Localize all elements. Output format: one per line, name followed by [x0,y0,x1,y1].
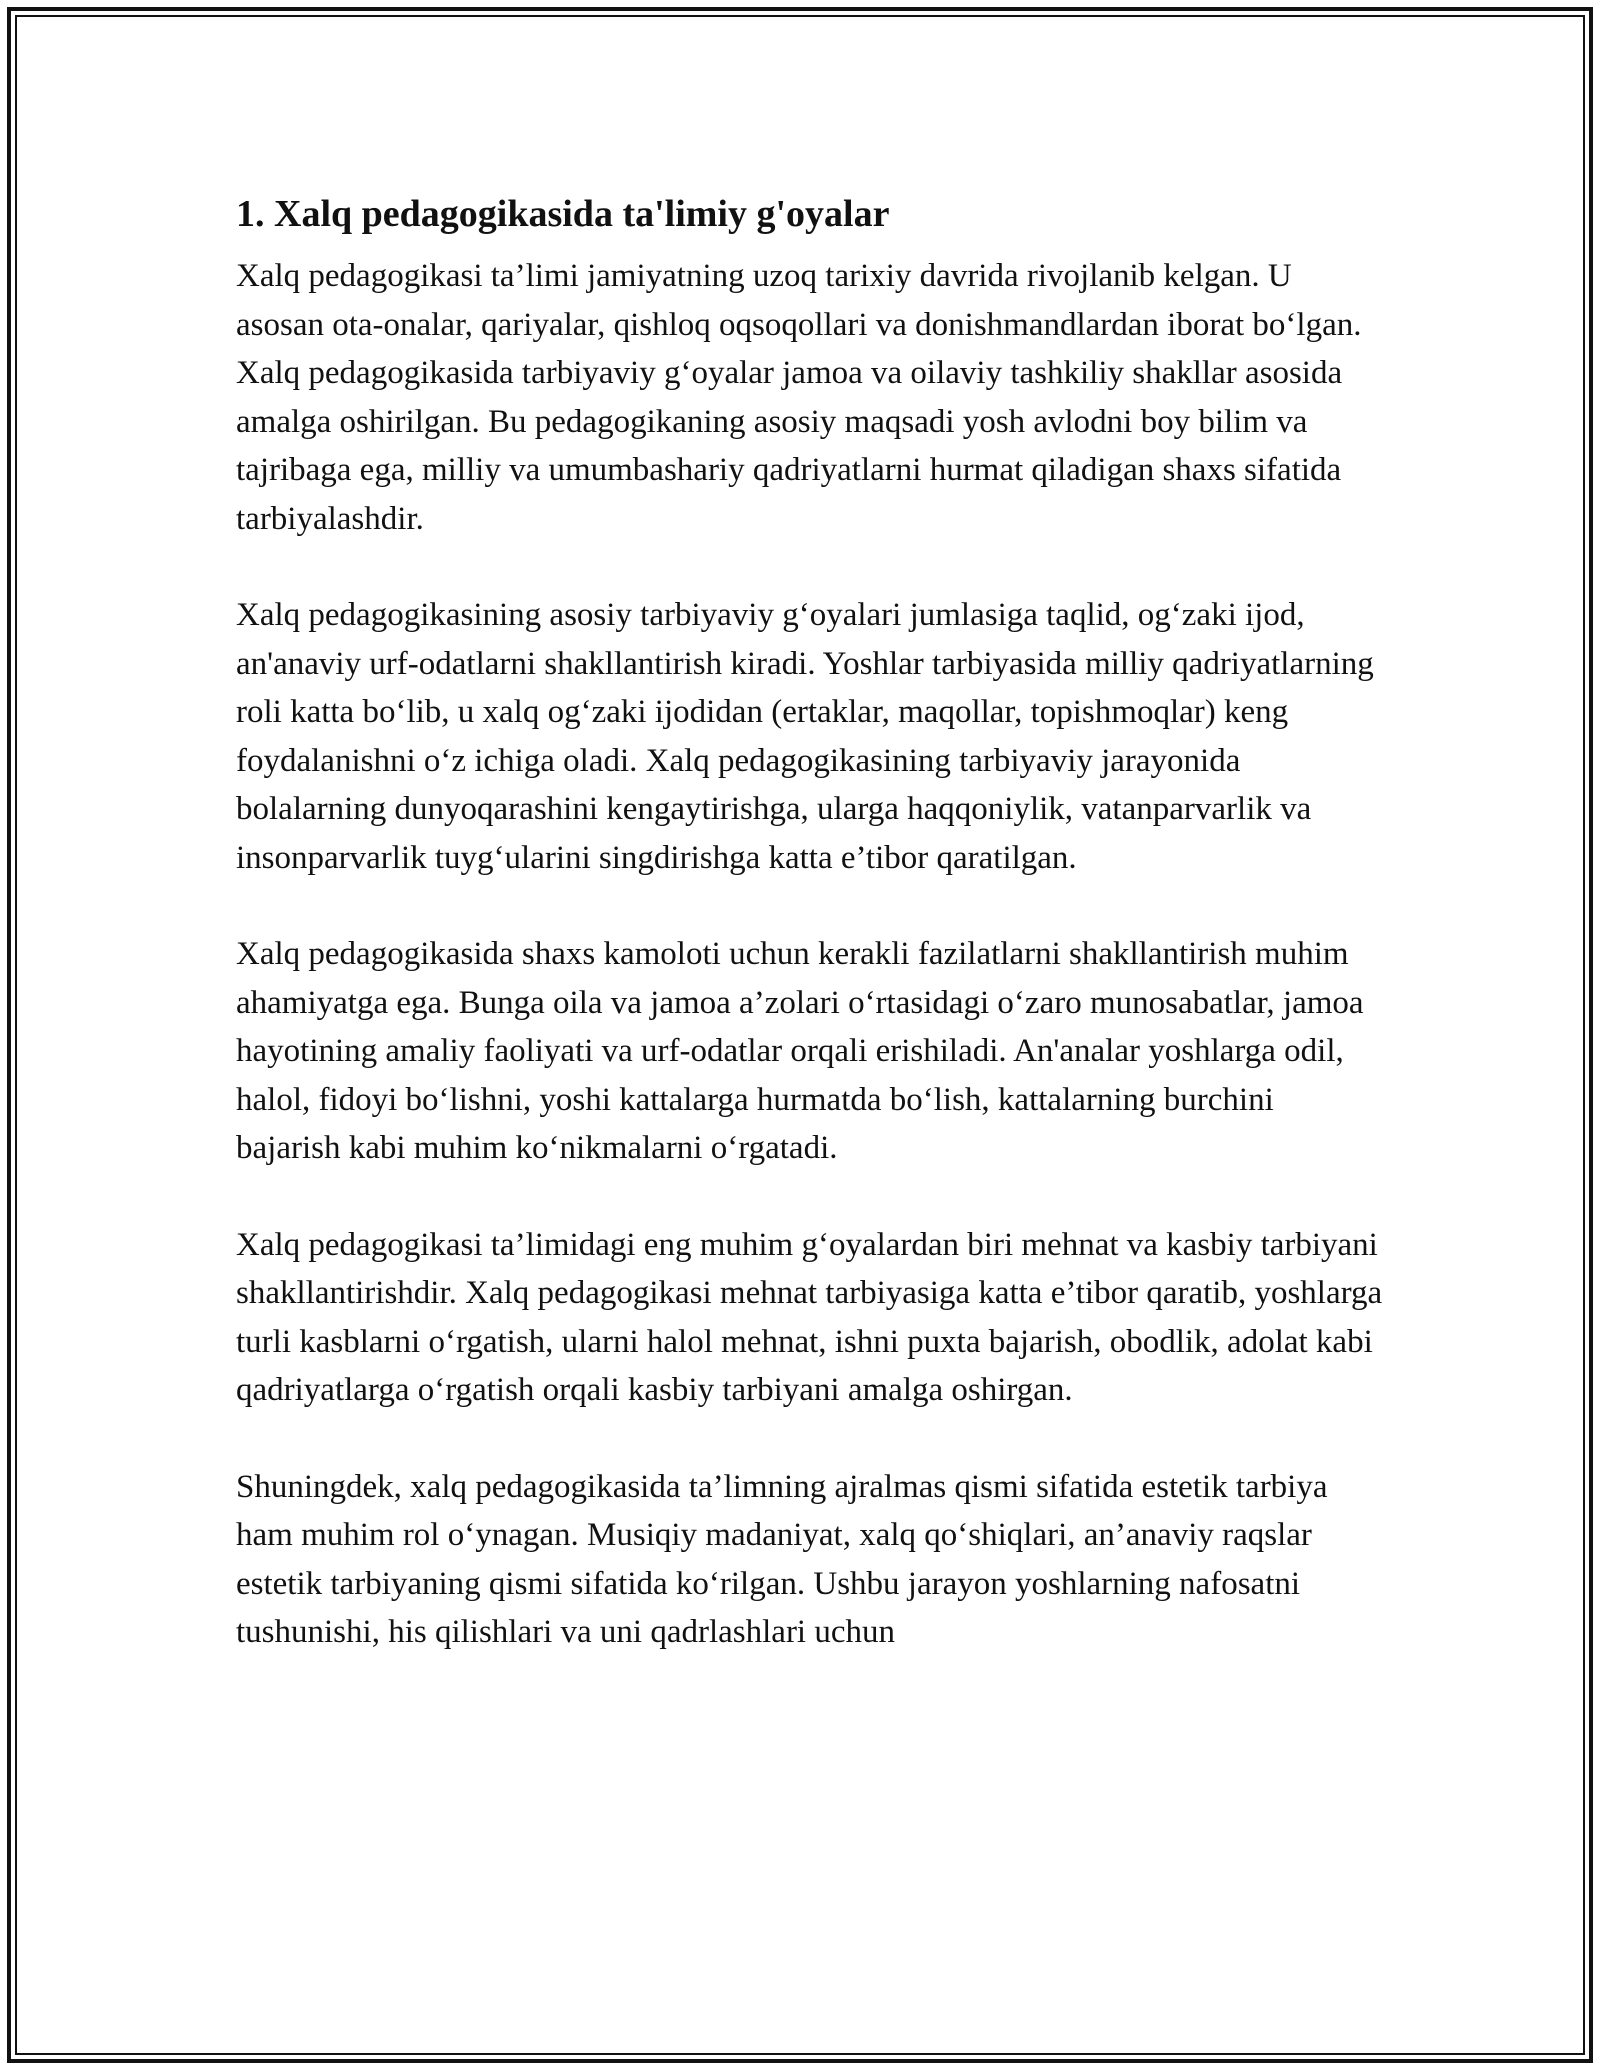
paragraph-4: Xalq pedagogikasi ta’limidagi eng muhim g‘oyalardan biri mehnat va kasbiy tarbiyani shakllantirishdir. Xalq pedagogikasi mehnat tarbiyasiga katta e’tibor qaratib, yoshlarga turli kasblarni o‘rgatish, ularni halol mehnat, ishni puxta bajarish, obodlik, adolat kabi qadriyatlarga o‘rgatish orqali kasbiy tarbiyani amalga oshirgan. [236,1226,1383,1408]
paragraph-2: Xalq pedagogikasining asosiy tarbiyaviy g‘oyalari jumlasiga taqlid, og‘zaki ijod, an'anaviy urf-odatlarni shakllantirish kiradi. Yoshlar tarbiyasida milliy qadriyatlarning roli katta bo‘lib, u xalq og‘zaki ijodidan (ertaklar, maqollar, topishmoqlar) keng foydalanishni o‘z ichiga oladi. Xalq pedagogikasining tarbiyaviy jarayonida bolalarning dunyoqarashini kengaytirishga, ularga haqqoniylik, vatanparvarlik va insonparvarlik tuyg‘ularini singdirishga katta e’tibor qaratilgan. [236,597,1374,876]
section-heading: 1. Xalq pedagogikasida ta'limiy g'oyalar [236,193,890,235]
paragraph-3: Xalq pedagogikasida shaxs kamoloti uchun kerakli fazilatlarni shakllantirish muhim ahamiyatga ega. Bunga oila va jamoa a’zolari o‘rtasidagi o‘zaro munosabatlar, jamoa hayotining amaliy faoliyati va urf-odatlar orqali erishiladi. An'analar yoshlarga odil, halol, fidoyi bo‘lishni, yoshi kattalarga hurmatda bo‘lish, kattalarning burchini bajarish kabi muhim ko‘nikmalarni o‘rgatadi. [236,936,1364,1166]
paragraph-1: Xalq pedagogikasi ta’limi jamiyatning uzoq tarixiy davrida rivojlanib kelgan. U asosan ota-onalar, qariyalar, qishloq oqsoqollari va donishmandlardan iborat bo‘lgan. Xalq pedagogikasida tarbiyaviy g‘oyalar jamoa va oilaviy tashkiliy shakllar asosida amalga oshirilgan. Bu pedagogikaning asosiy maqsadi yosh avlodni boy bilim va tajribaga ega, milliy va umumbashariy qadriyatlarni hurmat qiladigan shaxs sifatida tarbiyalashdir. [236,258,1362,537]
paragraph-5: Shuningdek, xalq pedagogikasida ta’limning ajralmas qismi sifatida estetik tarbiya ham muhim rol o‘ynagan. Musiqiy madaniyat, xalq qo‘shiqlari, an’anaviy raqslar estetik tarbiyaning qismi sifatida ko‘rilgan. Ushbu jarayon yoshlarning nafosatni tushunishi, his qilishlari va uni qadrlashlari uchun [236,1468,1328,1650]
document-body [236,190,1386,1705]
